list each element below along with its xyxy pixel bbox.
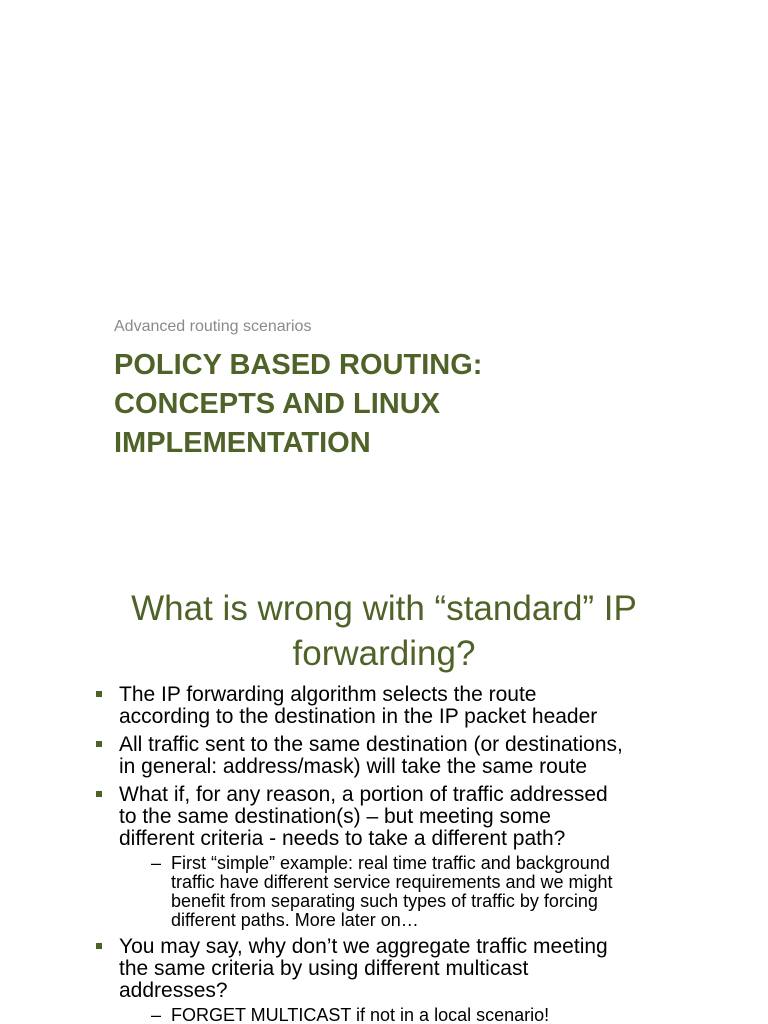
- slide-subtitle: Advanced routing scenarios: [114, 318, 312, 335]
- sub-bullet-text: First “simple” example: real time traffic and background: [171, 853, 610, 873]
- bullet-text: the same criteria by using different multicast: [119, 957, 529, 980]
- sub-bullet-text: different paths. More later on…: [171, 910, 419, 930]
- section-heading-line: forwarding?: [292, 634, 476, 673]
- bullet-text: different criteria - needs to take a different path?: [119, 827, 566, 850]
- sub-bullet-item: [119, 854, 736, 930]
- slide-title: [114, 346, 674, 463]
- square-bullet-icon: [96, 943, 102, 949]
- slide-title-line: IMPLEMENTATION: [114, 427, 371, 459]
- sub-bullet-text: FORGET MULTICAST if not in a local scenario!: [171, 1005, 550, 1024]
- slide-title-line: CONCEPTS AND LINUX: [114, 388, 440, 420]
- dash-bullet-icon: –: [151, 853, 162, 873]
- bullet-text: All traffic sent to the same destination (or destinations,: [119, 733, 623, 756]
- bullet-text: What if, for any reason, a portion of traffic addressed: [119, 783, 608, 806]
- slide-title-line: POLICY BASED ROUTING:: [114, 349, 483, 381]
- sub-bullet-text: traffic have different service requirements and we might: [171, 872, 613, 892]
- section-heading: [60, 586, 708, 676]
- bullet-text: to the same destination(s) – but meeting some: [119, 805, 551, 828]
- bullet-text: addresses?: [119, 979, 228, 1002]
- bullet-item: [96, 936, 736, 1024]
- sub-bullet-item: [119, 1006, 736, 1024]
- bullet-text: according to the destination in the IP packet header: [119, 705, 598, 728]
- bullet-item: [96, 784, 736, 930]
- square-bullet-icon: [96, 791, 102, 797]
- bullet-text: in general: address/mask) will take the same route: [119, 755, 588, 778]
- bullet-text: The IP forwarding algorithm selects the route: [119, 683, 537, 706]
- bullet-item: [96, 734, 736, 778]
- sub-bullet-text: benefit from separating such types of traffic by forcing: [171, 891, 598, 911]
- bullet-text: You may say, why don’t we aggregate traffic meeting: [119, 935, 608, 958]
- dash-bullet-icon: –: [151, 1005, 162, 1024]
- square-bullet-icon: [96, 741, 102, 747]
- bullet-item: [96, 684, 736, 728]
- square-bullet-icon: [96, 691, 102, 697]
- bullet-list: [96, 684, 736, 1024]
- section-heading-line: What is wrong with “standard” IP: [131, 589, 637, 628]
